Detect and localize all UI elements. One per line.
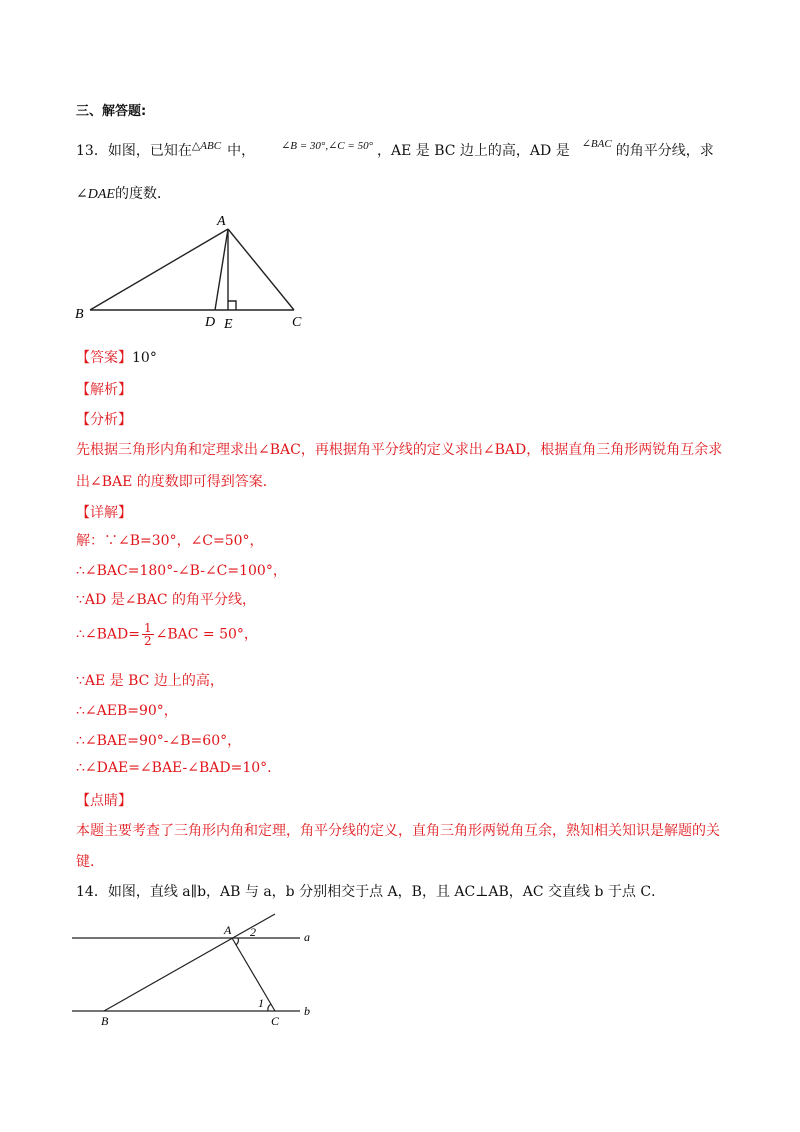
comment-line-2: 键． xyxy=(76,854,104,870)
detail-step-5: ∵AE 是 BC 边上的高， xyxy=(76,673,224,689)
detail-step-7: ∴∠BAE=90°-∠B=60°， xyxy=(76,733,242,749)
label-e: E xyxy=(224,317,233,332)
analysis-label: 【解析】 xyxy=(76,382,132,398)
detail-step-6: ∴∠AEB=90°， xyxy=(76,703,178,719)
detail-step-2: ∴∠BAC=180°-∠B-∠C=100°， xyxy=(76,563,287,579)
label-c: C xyxy=(292,315,302,330)
fraction-numerator: 1 xyxy=(144,621,152,635)
angle-values: ∠B = 30°,∠C = 50° xyxy=(281,140,373,152)
fig2-label-a: A xyxy=(224,923,232,937)
detail-step-4-post: ∠BAC = 50°， xyxy=(155,626,258,643)
detail-step-1: 解：∵∠B=30°，∠C=50°， xyxy=(76,533,264,549)
fenxi-line-1: 先根据三角形内角和定理求出∠BAC，再根据角平分线的定义求出∠BAD，根据直角三角形两锐角互余求 xyxy=(76,442,723,458)
question-14-text: 14．如图，直线 a∥b，AB 与 a，b 分别相交于点 A，B，且 AC⊥AB，AC 交直线 b 于点 C． xyxy=(76,884,666,900)
angle-bac: ∠BAC xyxy=(581,138,612,150)
question-13-text-3: 的角平分线，求 xyxy=(615,143,714,159)
detail-step-8: ∴∠DAE=∠BAE-∠BAD=10°. xyxy=(76,760,272,776)
answer-label: 【答案】 xyxy=(76,350,132,366)
label-d: D xyxy=(205,315,216,330)
fig2-label-c: C xyxy=(271,1014,280,1028)
section-title: 三、解答题: xyxy=(76,104,147,119)
detail-step-3: ∵AD 是∠BAC 的角平分线， xyxy=(76,592,256,608)
triangle-abc: △ABC xyxy=(191,140,222,152)
question-13-line-1 xyxy=(76,140,714,160)
fig2-label-line-b: b xyxy=(304,1004,310,1018)
comment-line-1: 本题主要考查了三角形内角和定理，角平分线的定义，直角三角形两锐角互余，熟知相关知识是解题的关 xyxy=(76,823,720,839)
label-b: B xyxy=(75,307,84,322)
question-13-text-2: ，AE 是 BC 边上的高，AD 是 xyxy=(376,143,570,159)
label-a: A xyxy=(217,214,226,229)
answer-value: 10° xyxy=(132,350,157,366)
fraction-denominator: 2 xyxy=(144,634,152,648)
angle-dae: ∠DAE xyxy=(76,187,115,202)
detail-step-4-pre: ∴∠BAD= xyxy=(76,626,140,643)
question-13-text-4: 的度数． xyxy=(114,186,171,202)
detail-step-4 xyxy=(76,622,258,647)
fig2-label-line-a: a xyxy=(304,930,310,944)
question-13-line-2 xyxy=(76,183,171,203)
fenxi-label: 【分析】 xyxy=(76,412,132,428)
answer-line xyxy=(76,347,157,367)
fraction-one-half xyxy=(142,622,154,647)
fig2-label-two: 2 xyxy=(250,925,256,939)
detail-label: 【详解】 xyxy=(76,505,132,521)
comment-label: 【点睛】 xyxy=(76,793,132,809)
fig2-label-one: 1 xyxy=(258,996,264,1010)
fig2-label-b: B xyxy=(101,1014,109,1028)
question-13-number: 13．如图，已知在 xyxy=(76,143,192,159)
fenxi-line-2: 出∠BAE 的度数即可得到答案． xyxy=(76,474,277,490)
question-13-text: 中， xyxy=(227,143,256,159)
